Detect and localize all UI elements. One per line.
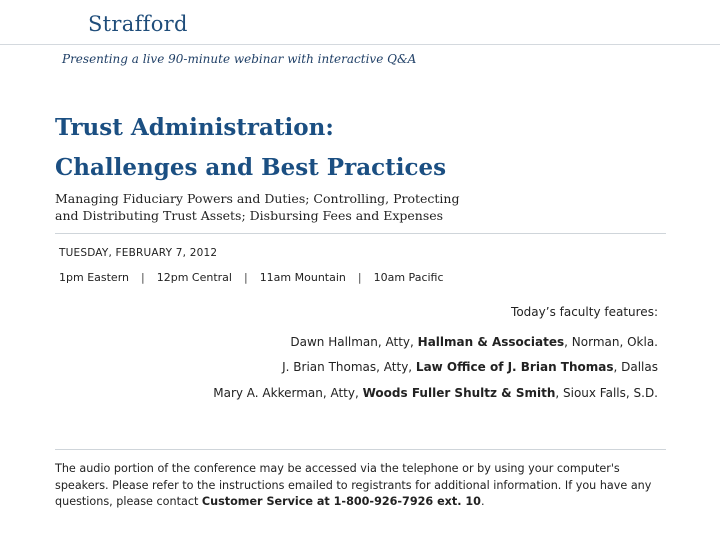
faculty-name: J. Brian Thomas, Atty, — [282, 360, 416, 374]
faculty-member — [213, 386, 658, 400]
faculty-firm: Hallman & Associates — [417, 335, 565, 349]
time-separator: | — [243, 271, 248, 284]
title-divider — [55, 233, 666, 234]
webinar-date: TUESDAY, FEBRUARY 7, 2012 — [59, 247, 218, 259]
time-mountain: 11am Mountain — [259, 271, 346, 284]
time-pacific: 10am Pacific — [373, 271, 444, 284]
time-separator: | — [357, 271, 362, 284]
faculty-name: Mary A. Akkerman, Atty, — [213, 386, 363, 400]
webinar-tagline: Presenting a live 90-minute webinar with interactive Q&A — [62, 52, 417, 66]
audio-instructions-end: . — [480, 495, 485, 508]
faculty-firm: Woods Fuller Shultz & Smith — [362, 386, 556, 400]
audio-instructions — [55, 461, 655, 511]
webinar-title-line1: Trust Administration: — [55, 114, 334, 141]
time-eastern: 1pm Eastern — [59, 271, 129, 284]
customer-service-contact: Customer Service at 1-800-926-7926 ext. 10 — [201, 495, 481, 508]
time-separator: | — [141, 271, 145, 284]
time-central: 12pm Central — [156, 271, 232, 284]
audio-instructions-text: The audio portion of the conference may be accessed via the telephone or by using your computer's speakers. Please refer to the instructions emailed to registrants for additional information. If you have any questions, please contact — [55, 462, 652, 508]
faculty-name: Dawn Hallman, Atty, — [290, 335, 418, 349]
faculty-firm: Law Office of J. Brian Thomas — [415, 360, 614, 374]
webinar-title-line2: Challenges and Best Practices — [55, 154, 447, 181]
footer-divider — [55, 449, 666, 450]
webinar-times — [59, 271, 444, 284]
webinar-subtitle: Managing Fiduciary Powers and Duties; Controlling, Protecting and Distributing Trust Assets; Disbursing Fees and Expenses — [55, 191, 460, 223]
faculty-location: , Sioux Falls, S.D. — [555, 386, 658, 400]
faculty-member — [282, 360, 658, 374]
faculty-member — [290, 335, 658, 349]
strafford-logo: Strafford — [88, 12, 188, 36]
faculty-location: , Dallas — [613, 360, 658, 374]
faculty-location: , Norman, Okla. — [564, 335, 658, 349]
faculty-heading: Today’s faculty features: — [511, 305, 658, 319]
header-divider — [0, 44, 720, 45]
